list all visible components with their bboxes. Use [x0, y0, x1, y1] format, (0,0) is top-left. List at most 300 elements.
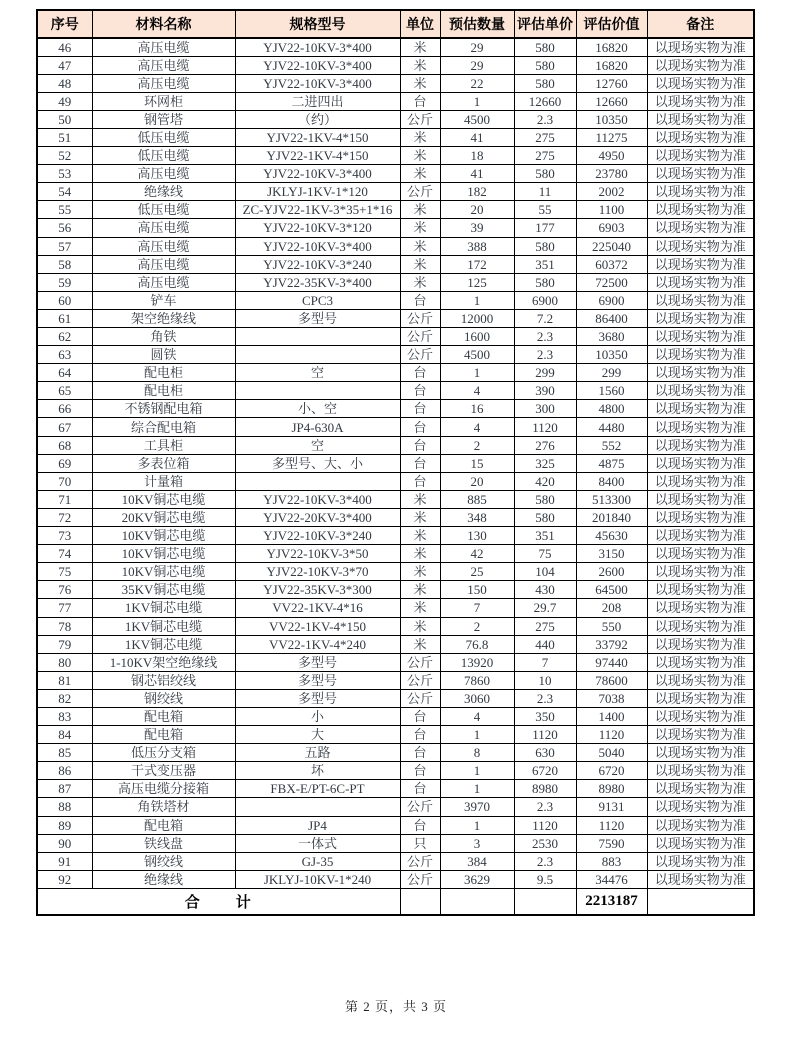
- cell-spec-model: 一体式: [235, 834, 400, 852]
- table-row: [37, 165, 754, 183]
- cell-est-quantity: 20: [440, 201, 514, 219]
- cell-est-quantity: 15: [440, 454, 514, 472]
- cell-unit: 米: [400, 563, 440, 581]
- cell-spec-model: JKLYJ-1KV-1*120: [235, 183, 400, 201]
- table-row: [37, 617, 754, 635]
- cell-serial: 92: [37, 870, 92, 888]
- cell-est-value: 3680: [576, 328, 647, 346]
- cell-material-name: 干式变压器: [92, 762, 235, 780]
- cell-serial: 60: [37, 291, 92, 309]
- table-row: [37, 671, 754, 689]
- cell-unit-price: 55: [514, 201, 576, 219]
- cell-serial: 51: [37, 128, 92, 146]
- cell-unit-price: 580: [514, 237, 576, 255]
- cell-est-value: 4480: [576, 418, 647, 436]
- cell-est-quantity: 4: [440, 418, 514, 436]
- cell-note: 以现场实物为准: [647, 653, 754, 671]
- cell-serial: 83: [37, 707, 92, 725]
- cell-est-value: 1100: [576, 201, 647, 219]
- cell-serial: 59: [37, 273, 92, 291]
- cell-serial: 91: [37, 852, 92, 870]
- cell-note: 以现场实物为准: [647, 454, 754, 472]
- cell-unit: 米: [400, 237, 440, 255]
- cell-est-quantity: 3: [440, 834, 514, 852]
- cell-note: 以现场实物为准: [647, 436, 754, 454]
- cell-est-value: 5040: [576, 744, 647, 762]
- cell-spec-model: （约）: [235, 110, 400, 128]
- cell-spec-model: 坏: [235, 762, 400, 780]
- cell-spec-model: CPC3: [235, 291, 400, 309]
- cell-est-quantity: 885: [440, 490, 514, 508]
- cell-note: 以现场实物为准: [647, 291, 754, 309]
- cell-material-name: 配电箱: [92, 726, 235, 744]
- cell-est-quantity: 388: [440, 237, 514, 255]
- table-row: [37, 870, 754, 888]
- cell-est-value: 1560: [576, 382, 647, 400]
- table-row: [37, 689, 754, 707]
- cell-unit-price: 630: [514, 744, 576, 762]
- cell-material-name: 钢绞线: [92, 689, 235, 707]
- cell-serial: 82: [37, 689, 92, 707]
- table-row: [37, 852, 754, 870]
- cell-note: 以现场实物为准: [647, 273, 754, 291]
- cell-unit-price: 2.3: [514, 346, 576, 364]
- cell-unit-price: 580: [514, 490, 576, 508]
- cell-note: 以现场实物为准: [647, 527, 754, 545]
- cell-material-name: 低压电缆: [92, 128, 235, 146]
- cell-spec-model: YJV22-10KV-3*400: [235, 56, 400, 74]
- cell-est-quantity: 130: [440, 527, 514, 545]
- cell-note: 以现场实物为准: [647, 744, 754, 762]
- cell-unit-price: 580: [514, 74, 576, 92]
- cell-unit-price: 9.5: [514, 870, 576, 888]
- materials-table: [36, 9, 755, 916]
- cell-unit: 公斤: [400, 110, 440, 128]
- cell-est-value: 10350: [576, 110, 647, 128]
- cell-est-quantity: 1: [440, 364, 514, 382]
- cell-material-name: 低压电缆: [92, 147, 235, 165]
- cell-spec-model: YJV22-35KV-3*300: [235, 581, 400, 599]
- cell-serial: 66: [37, 400, 92, 418]
- cell-note: 以现场实物为准: [647, 92, 754, 110]
- cell-note: 以现场实物为准: [647, 147, 754, 165]
- cell-note: 以现场实物为准: [647, 545, 754, 563]
- cell-note: 以现场实物为准: [647, 635, 754, 653]
- cell-unit-price: 2.3: [514, 328, 576, 346]
- cell-note: 以现场实物为准: [647, 128, 754, 146]
- cell-spec-model: ZC-YJV22-1KV-3*35+1*16: [235, 201, 400, 219]
- cell-spec-model: VV22-1KV-4*150: [235, 617, 400, 635]
- cell-material-name: 1KV铜芯电缆: [92, 635, 235, 653]
- cell-est-value: 72500: [576, 273, 647, 291]
- cell-unit: 米: [400, 635, 440, 653]
- cell-unit-price: 580: [514, 56, 576, 74]
- cell-serial: 89: [37, 816, 92, 834]
- cell-material-name: 高压电缆: [92, 255, 235, 273]
- cell-note: 以现场实物为准: [647, 852, 754, 870]
- cell-est-quantity: 7860: [440, 671, 514, 689]
- cell-unit: 台: [400, 707, 440, 725]
- cell-serial: 77: [37, 599, 92, 617]
- cell-serial: 88: [37, 798, 92, 816]
- cell-material-name: 35KV铜芯电缆: [92, 581, 235, 599]
- table-row: [37, 653, 754, 671]
- cell-serial: 74: [37, 545, 92, 563]
- cell-note: 以现场实物为准: [647, 599, 754, 617]
- cell-unit-price: 420: [514, 472, 576, 490]
- cell-est-quantity: 182: [440, 183, 514, 201]
- table-row: [37, 545, 754, 563]
- cell-serial: 65: [37, 382, 92, 400]
- cell-serial: 55: [37, 201, 92, 219]
- table-row: [37, 726, 754, 744]
- table-row: [37, 273, 754, 291]
- cell-unit-price: 177: [514, 219, 576, 237]
- cell-material-name: 1KV铜芯电缆: [92, 599, 235, 617]
- cell-est-value: 10350: [576, 346, 647, 364]
- cell-serial: 50: [37, 110, 92, 128]
- cell-est-value: 883: [576, 852, 647, 870]
- cell-est-value: 7038: [576, 689, 647, 707]
- cell-unit-price: 430: [514, 581, 576, 599]
- cell-spec-model: 多型号: [235, 309, 400, 327]
- cell-est-value: 552: [576, 436, 647, 454]
- cell-spec-model: GJ-35: [235, 852, 400, 870]
- cell-unit: 米: [400, 273, 440, 291]
- cell-note: 以现场实物为准: [647, 56, 754, 74]
- cell-note: 以现场实物为准: [647, 472, 754, 490]
- cell-serial: 76: [37, 581, 92, 599]
- table-row: [37, 472, 754, 490]
- cell-unit: 公斤: [400, 671, 440, 689]
- cell-spec-model: 空: [235, 364, 400, 382]
- cell-unit-price: 104: [514, 563, 576, 581]
- cell-est-value: 12760: [576, 74, 647, 92]
- cell-spec-model: FBX-E/PT-6C-PT: [235, 780, 400, 798]
- cell-spec-model: 多型号: [235, 671, 400, 689]
- cell-material-name: 10KV铜芯电缆: [92, 545, 235, 563]
- cell-est-quantity: 1: [440, 780, 514, 798]
- cell-unit-price: 300: [514, 400, 576, 418]
- cell-est-quantity: 348: [440, 508, 514, 526]
- cell-spec-model: 多型号: [235, 653, 400, 671]
- table-header-row: [37, 10, 754, 38]
- cell-material-name: 高压电缆: [92, 273, 235, 291]
- cell-material-name: 配电柜: [92, 382, 235, 400]
- cell-serial: 85: [37, 744, 92, 762]
- cell-spec-model: YJV22-10KV-3*400: [235, 237, 400, 255]
- table-row: [37, 255, 754, 273]
- cell-est-quantity: 25: [440, 563, 514, 581]
- cell-note: 以现场实物为准: [647, 762, 754, 780]
- materials-table-body: [37, 38, 754, 888]
- cell-unit: 台: [400, 400, 440, 418]
- cell-est-quantity: 22: [440, 74, 514, 92]
- cell-material-name: 铁线盘: [92, 834, 235, 852]
- table-row: [37, 128, 754, 146]
- cell-material-name: 计量箱: [92, 472, 235, 490]
- table-row: [37, 563, 754, 581]
- table-row: [37, 780, 754, 798]
- cell-spec-model: [235, 346, 400, 364]
- cell-note: 以现场实物为准: [647, 563, 754, 581]
- cell-spec-model: 空: [235, 436, 400, 454]
- cell-material-name: 环网柜: [92, 92, 235, 110]
- cell-note: 以现场实物为准: [647, 490, 754, 508]
- cell-note: 以现场实物为准: [647, 110, 754, 128]
- cell-est-quantity: 1: [440, 291, 514, 309]
- cell-serial: 47: [37, 56, 92, 74]
- cell-unit-price: 580: [514, 38, 576, 56]
- cell-unit-price: 275: [514, 128, 576, 146]
- cell-material-name: 钢芯铝绞线: [92, 671, 235, 689]
- table-row: [37, 834, 754, 852]
- col-header-unit-price: 评估单价: [514, 10, 576, 38]
- cell-spec-model: 大: [235, 726, 400, 744]
- cell-est-quantity: 41: [440, 165, 514, 183]
- cell-material-name: 低压电缆: [92, 201, 235, 219]
- cell-material-name: 角铁塔材: [92, 798, 235, 816]
- cell-serial: 72: [37, 508, 92, 526]
- cell-est-quantity: 172: [440, 255, 514, 273]
- cell-note: 以现场实物为准: [647, 382, 754, 400]
- cell-est-value: 9131: [576, 798, 647, 816]
- cell-unit-price: 351: [514, 255, 576, 273]
- total-row: [37, 888, 754, 915]
- cell-unit-price: 75: [514, 545, 576, 563]
- cell-note: 以现场实物为准: [647, 707, 754, 725]
- cell-est-quantity: 29: [440, 38, 514, 56]
- cell-unit-price: 1120: [514, 816, 576, 834]
- cell-unit-price: 1120: [514, 726, 576, 744]
- cell-est-quantity: 18: [440, 147, 514, 165]
- total-label: 合 计: [37, 888, 400, 915]
- cell-est-value: 97440: [576, 653, 647, 671]
- cell-est-quantity: 39: [440, 219, 514, 237]
- cell-unit: 公斤: [400, 852, 440, 870]
- cell-unit-price: 440: [514, 635, 576, 653]
- table-row: [37, 798, 754, 816]
- table-row: [37, 436, 754, 454]
- table-row: [37, 147, 754, 165]
- cell-note: 以现场实物为准: [647, 816, 754, 834]
- cell-unit-price: 29.7: [514, 599, 576, 617]
- cell-unit: 台: [400, 780, 440, 798]
- cell-unit-price: 350: [514, 707, 576, 725]
- cell-est-value: 16820: [576, 38, 647, 56]
- cell-serial: 53: [37, 165, 92, 183]
- cell-spec-model: JP4-630A: [235, 418, 400, 436]
- table-row: [37, 400, 754, 418]
- cell-note: 以现场实物为准: [647, 726, 754, 744]
- cell-spec-model: YJV22-10KV-3*240: [235, 255, 400, 273]
- cell-est-value: 6900: [576, 291, 647, 309]
- cell-material-name: 钢绞线: [92, 852, 235, 870]
- cell-est-quantity: 1: [440, 762, 514, 780]
- cell-unit-price: 11: [514, 183, 576, 201]
- cell-material-name: 圆铁: [92, 346, 235, 364]
- cell-est-value: 6903: [576, 219, 647, 237]
- cell-unit: 公斤: [400, 870, 440, 888]
- table-row: [37, 110, 754, 128]
- cell-material-name: 绝缘线: [92, 183, 235, 201]
- cell-est-value: 45630: [576, 527, 647, 545]
- cell-unit: 台: [400, 436, 440, 454]
- table-row: [37, 237, 754, 255]
- cell-unit-price: 2.3: [514, 689, 576, 707]
- col-header-note: 备注: [647, 10, 754, 38]
- cell-spec-model: 多型号、大、小: [235, 454, 400, 472]
- cell-est-quantity: 4: [440, 382, 514, 400]
- cell-spec-model: 二进四出: [235, 92, 400, 110]
- cell-material-name: 10KV铜芯电缆: [92, 490, 235, 508]
- cell-material-name: 多表位箱: [92, 454, 235, 472]
- cell-unit: 米: [400, 581, 440, 599]
- cell-material-name: 高压电缆分接箱: [92, 780, 235, 798]
- cell-unit-price: 275: [514, 617, 576, 635]
- cell-spec-model: YJV22-10KV-3*400: [235, 38, 400, 56]
- table-row: [37, 364, 754, 382]
- cell-spec-model: VV22-1KV-4*16: [235, 599, 400, 617]
- cell-unit: 米: [400, 147, 440, 165]
- cell-serial: 63: [37, 346, 92, 364]
- cell-spec-model: VV22-1KV-4*240: [235, 635, 400, 653]
- cell-est-quantity: 150: [440, 581, 514, 599]
- table-row: [37, 508, 754, 526]
- cell-est-quantity: 8: [440, 744, 514, 762]
- cell-serial: 81: [37, 671, 92, 689]
- cell-unit-price: 2.3: [514, 110, 576, 128]
- cell-est-quantity: 4500: [440, 110, 514, 128]
- cell-unit: 米: [400, 508, 440, 526]
- cell-est-value: 86400: [576, 309, 647, 327]
- col-header-serial: 序号: [37, 10, 92, 38]
- cell-material-name: 角铁: [92, 328, 235, 346]
- cell-spec-model: YJV22-10KV-3*50: [235, 545, 400, 563]
- cell-unit: 公斤: [400, 346, 440, 364]
- cell-material-name: 配电柜: [92, 364, 235, 382]
- cell-spec-model: [235, 382, 400, 400]
- cell-unit-price: 580: [514, 273, 576, 291]
- cell-material-name: 配电箱: [92, 707, 235, 725]
- cell-unit: 台: [400, 364, 440, 382]
- cell-unit-price: 6720: [514, 762, 576, 780]
- cell-spec-model: YJV22-10KV-3*400: [235, 490, 400, 508]
- cell-unit: 公斤: [400, 309, 440, 327]
- cell-note: 以现场实物为准: [647, 165, 754, 183]
- cell-unit: 米: [400, 201, 440, 219]
- cell-spec-model: 小: [235, 707, 400, 725]
- table-row: [37, 744, 754, 762]
- cell-est-value: 78600: [576, 671, 647, 689]
- cell-est-quantity: 2: [440, 617, 514, 635]
- table-row: [37, 74, 754, 92]
- cell-est-quantity: 13920: [440, 653, 514, 671]
- cell-unit: 公斤: [400, 689, 440, 707]
- cell-unit: 米: [400, 219, 440, 237]
- cell-est-value: 4875: [576, 454, 647, 472]
- cell-spec-model: [235, 472, 400, 490]
- cell-est-value: 2600: [576, 563, 647, 581]
- table-row: [37, 309, 754, 327]
- cell-est-value: 7590: [576, 834, 647, 852]
- cell-unit-price: 2530: [514, 834, 576, 852]
- cell-unit: 台: [400, 762, 440, 780]
- cell-note: 以现场实物为准: [647, 617, 754, 635]
- cell-unit: 米: [400, 617, 440, 635]
- cell-spec-model: YJV22-1KV-4*150: [235, 128, 400, 146]
- cell-est-quantity: 20: [440, 472, 514, 490]
- cell-est-value: 64500: [576, 581, 647, 599]
- cell-unit-price: 325: [514, 454, 576, 472]
- cell-est-quantity: 16: [440, 400, 514, 418]
- table-row: [37, 38, 754, 56]
- cell-est-value: 550: [576, 617, 647, 635]
- cell-est-quantity: 3629: [440, 870, 514, 888]
- cell-serial: 62: [37, 328, 92, 346]
- cell-serial: 78: [37, 617, 92, 635]
- cell-est-quantity: 1: [440, 92, 514, 110]
- cell-note: 以现场实物为准: [647, 219, 754, 237]
- cell-unit: 台: [400, 816, 440, 834]
- cell-note: 以现场实物为准: [647, 38, 754, 56]
- table-row: [37, 291, 754, 309]
- cell-serial: 54: [37, 183, 92, 201]
- cell-est-quantity: 7: [440, 599, 514, 617]
- cell-est-quantity: 1: [440, 816, 514, 834]
- cell-serial: 70: [37, 472, 92, 490]
- cell-material-name: 高压电缆: [92, 237, 235, 255]
- cell-material-name: 低压分支箱: [92, 744, 235, 762]
- cell-est-quantity: 42: [440, 545, 514, 563]
- cell-unit: 台: [400, 92, 440, 110]
- table-row: [37, 599, 754, 617]
- cell-unit: 米: [400, 255, 440, 273]
- cell-est-value: 8980: [576, 780, 647, 798]
- cell-note: 以现场实物为准: [647, 834, 754, 852]
- cell-unit: 台: [400, 454, 440, 472]
- col-header-est-value: 评估价值: [576, 10, 647, 38]
- cell-note: 以现场实物为准: [647, 418, 754, 436]
- cell-unit-price: 390: [514, 382, 576, 400]
- cell-serial: 61: [37, 309, 92, 327]
- cell-material-name: 钢管塔: [92, 110, 235, 128]
- cell-material-name: 1-10KV架空绝缘线: [92, 653, 235, 671]
- table-row: [37, 581, 754, 599]
- cell-est-value: 4800: [576, 400, 647, 418]
- cell-spec-model: JKLYJ-10KV-1*240: [235, 870, 400, 888]
- cell-unit: 米: [400, 599, 440, 617]
- table-row: [37, 56, 754, 74]
- cell-est-value: 208: [576, 599, 647, 617]
- cell-serial: 80: [37, 653, 92, 671]
- cell-note: 以现场实物为准: [647, 364, 754, 382]
- cell-serial: 48: [37, 74, 92, 92]
- cell-note: 以现场实物为准: [647, 400, 754, 418]
- cell-unit: 公斤: [400, 653, 440, 671]
- cell-serial: 58: [37, 255, 92, 273]
- cell-est-value: 6720: [576, 762, 647, 780]
- cell-note: 以现场实物为准: [647, 581, 754, 599]
- cell-material-name: 配电箱: [92, 816, 235, 834]
- cell-serial: 68: [37, 436, 92, 454]
- cell-note: 以现场实物为准: [647, 74, 754, 92]
- cell-note: 以现场实物为准: [647, 237, 754, 255]
- cell-unit: 米: [400, 165, 440, 183]
- cell-serial: 71: [37, 490, 92, 508]
- total-empty-note: [647, 888, 754, 915]
- cell-unit: 台: [400, 382, 440, 400]
